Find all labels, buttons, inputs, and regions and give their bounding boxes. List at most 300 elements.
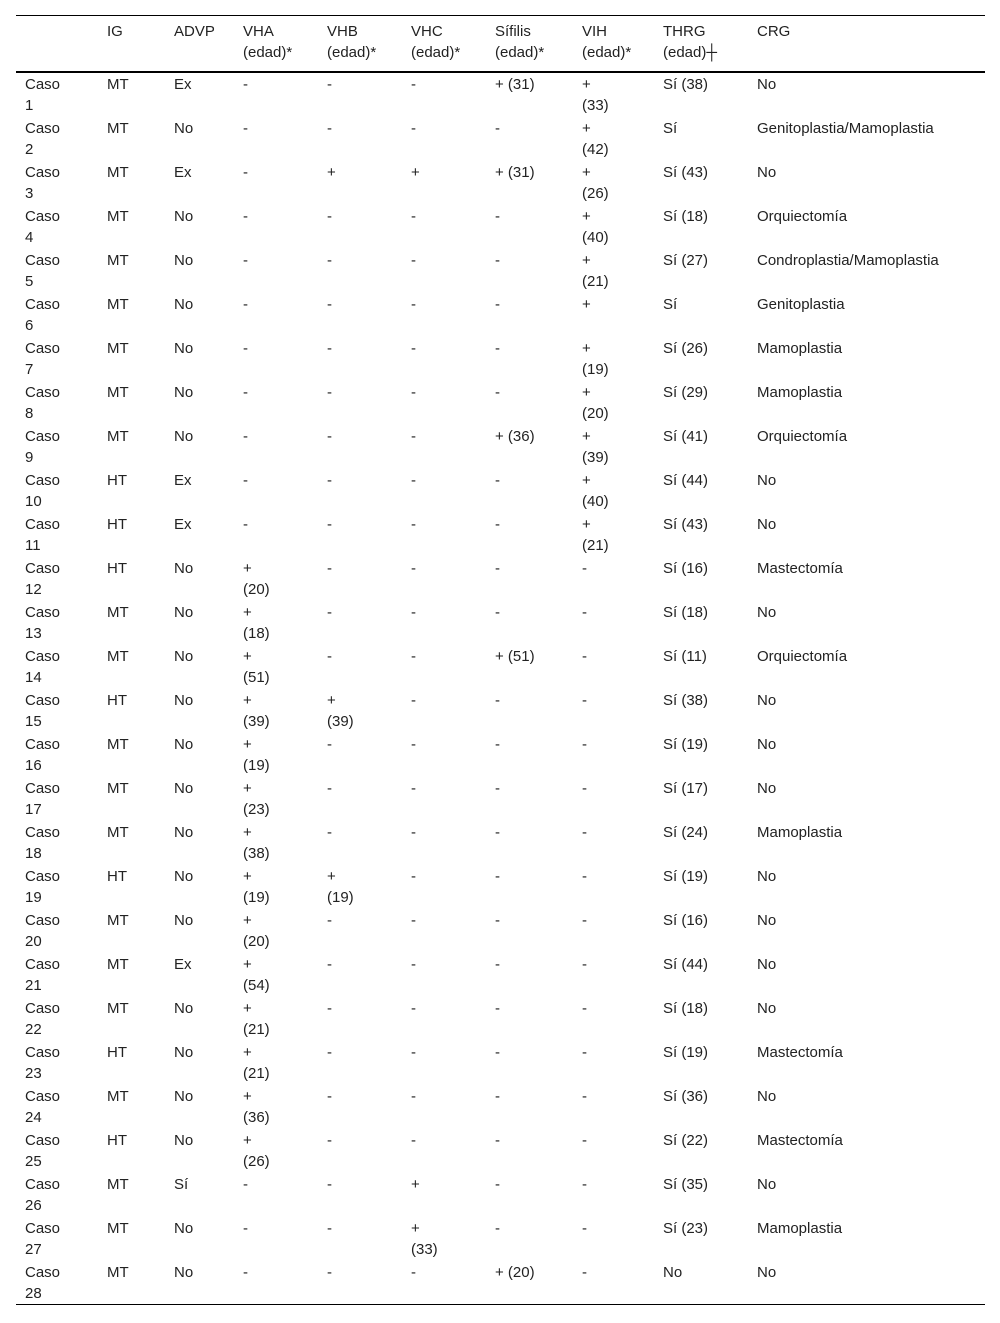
cell-vih <box>573 556 654 600</box>
cell-vhc <box>402 1260 486 1305</box>
cell-crg <box>748 688 985 732</box>
cell-text: 23 <box>25 1065 42 1082</box>
table-body <box>16 72 985 1305</box>
cell-vhc <box>402 1040 486 1084</box>
cell-text: MT <box>107 296 129 313</box>
cell-text: 11 <box>25 537 41 554</box>
cell-text: MT <box>107 780 129 797</box>
cell-text: - <box>411 252 416 269</box>
cell-case <box>16 776 98 820</box>
cell-case <box>16 1216 98 1260</box>
cell-text: Orquiectomía <box>757 428 848 445</box>
cell-sifilis <box>486 1040 573 1084</box>
table-row <box>16 556 985 600</box>
cell-text: No <box>757 780 777 797</box>
cell-text: 7 <box>25 361 34 378</box>
cell-vih <box>573 160 654 204</box>
cell-text: No <box>174 736 194 753</box>
cell-text: Ex <box>174 516 192 533</box>
cell-vhc <box>402 732 486 776</box>
column-header-text: IG <box>107 23 123 40</box>
cell-vih <box>573 1084 654 1128</box>
cell-text: Caso <box>25 692 61 709</box>
cell-sifilis <box>486 908 573 952</box>
cell-text: - <box>411 472 416 489</box>
column-header-text: (edad)* <box>243 44 293 61</box>
cell-text: + <box>411 1220 420 1237</box>
cell-text: Caso <box>25 120 61 137</box>
cell-text: - <box>495 1220 500 1237</box>
cell-thrg <box>654 556 748 600</box>
cell-text: Caso <box>25 780 61 797</box>
cell-text: Sí (38) <box>663 692 709 709</box>
cell-text: Caso <box>25 560 61 577</box>
cell-sifilis <box>486 1260 573 1305</box>
cell-text: Sí (43) <box>663 516 709 533</box>
cell-case <box>16 512 98 556</box>
cell-text: Caso <box>25 1220 61 1237</box>
cell-text: MT <box>107 736 129 753</box>
cell-thrg <box>654 644 748 688</box>
table-row <box>16 336 985 380</box>
cell-case <box>16 380 98 424</box>
cell-crg <box>748 820 985 864</box>
cell-text: - <box>327 1000 332 1017</box>
cell-crg <box>748 292 985 336</box>
cell-text: Mamoplastia <box>757 340 843 357</box>
cell-text: - <box>327 472 332 489</box>
cell-ig <box>98 1040 165 1084</box>
cell-ig <box>98 556 165 600</box>
cell-text: - <box>582 1044 587 1061</box>
cell-text: - <box>243 472 248 489</box>
cell-text: - <box>327 604 332 621</box>
data-table-container <box>16 15 985 1305</box>
cell-text: 22 <box>25 1021 42 1038</box>
cell-vha <box>234 424 318 468</box>
cell-text: (18) <box>243 625 270 642</box>
cell-text: (40) <box>582 493 609 510</box>
cell-text: Caso <box>25 516 61 533</box>
cell-crg <box>748 1172 985 1216</box>
cell-vhc <box>402 996 486 1040</box>
cell-advp <box>165 908 234 952</box>
cell-advp <box>165 380 234 424</box>
column-header-text: Sífilis <box>495 23 531 40</box>
cell-case <box>16 952 98 996</box>
cell-text: - <box>495 912 500 929</box>
cell-thrg <box>654 820 748 864</box>
cell-text: Caso <box>25 1088 61 1105</box>
cell-crg <box>748 380 985 424</box>
cell-ig <box>98 688 165 732</box>
table-row <box>16 1172 985 1216</box>
cell-text: MT <box>107 956 129 973</box>
cell-text: - <box>411 912 416 929</box>
cell-crg <box>748 952 985 996</box>
cell-text: - <box>582 1088 587 1105</box>
cell-text: Sí (19) <box>663 868 709 885</box>
cell-vha <box>234 600 318 644</box>
cell-text: Genitoplastia <box>757 296 845 313</box>
cell-advp <box>165 556 234 600</box>
cell-advp <box>165 1216 234 1260</box>
cell-text: Sí (41) <box>663 428 709 445</box>
cell-thrg <box>654 776 748 820</box>
cell-text: + <box>327 692 336 709</box>
cell-text: + <box>243 956 252 973</box>
cell-thrg <box>654 204 748 248</box>
cell-text: No <box>174 1132 194 1149</box>
cell-sifilis <box>486 424 573 468</box>
cell-ig <box>98 116 165 160</box>
cell-text: - <box>411 1264 416 1281</box>
cell-text: (38) <box>243 845 270 862</box>
cell-text: 3 <box>25 185 34 202</box>
cell-text: Caso <box>25 1176 61 1193</box>
cell-case <box>16 1260 98 1305</box>
cell-thrg <box>654 116 748 160</box>
cell-ig <box>98 424 165 468</box>
cell-case <box>16 248 98 292</box>
cell-vha <box>234 996 318 1040</box>
cell-vhc <box>402 380 486 424</box>
cell-sifilis <box>486 116 573 160</box>
table-row <box>16 820 985 864</box>
cell-vhc <box>402 512 486 556</box>
cell-text: - <box>411 120 416 137</box>
cell-text: MT <box>107 824 129 841</box>
cell-case <box>16 336 98 380</box>
cell-case <box>16 688 98 732</box>
column-header-text: (edad)* <box>582 44 632 61</box>
cell-text: HT <box>107 472 127 489</box>
cell-text: No <box>757 1088 777 1105</box>
cell-text: Caso <box>25 76 61 93</box>
cell-crg <box>748 248 985 292</box>
cell-text: - <box>327 1220 332 1237</box>
cell-text: - <box>327 1132 332 1149</box>
cell-text: - <box>411 516 416 533</box>
cell-crg <box>748 468 985 512</box>
column-header-text: VHC <box>411 23 443 40</box>
cell-text: No <box>663 1264 683 1281</box>
table-row <box>16 952 985 996</box>
cell-case <box>16 732 98 776</box>
cell-sifilis <box>486 952 573 996</box>
cell-text: Mamoplastia <box>757 384 843 401</box>
cases-table <box>16 15 985 1305</box>
cell-crg <box>748 996 985 1040</box>
cell-case <box>16 72 98 116</box>
cell-text: 5 <box>25 273 34 290</box>
cell-text: - <box>411 1132 416 1149</box>
cell-crg <box>748 1040 985 1084</box>
cell-ig <box>98 160 165 204</box>
cell-vih <box>573 864 654 908</box>
cell-text: Sí (16) <box>663 912 709 929</box>
cell-text: (20) <box>243 581 270 598</box>
cell-text: - <box>327 824 332 841</box>
table-row <box>16 1040 985 1084</box>
cell-sifilis <box>486 204 573 248</box>
cell-vhc <box>402 600 486 644</box>
cell-text: MT <box>107 428 129 445</box>
table-row <box>16 996 985 1040</box>
cell-vhc <box>402 952 486 996</box>
cell-text: No <box>174 120 194 137</box>
cell-text: Ex <box>174 164 192 181</box>
cell-vhc <box>402 1128 486 1172</box>
cell-text: + <box>243 1000 252 1017</box>
cell-advp <box>165 204 234 248</box>
cell-text: + (20) <box>495 1264 535 1281</box>
cell-ig <box>98 204 165 248</box>
cell-vhb <box>318 644 402 688</box>
cell-text: - <box>495 1132 500 1149</box>
column-header-text: VHB <box>327 23 358 40</box>
cell-sifilis <box>486 1172 573 1216</box>
cell-crg <box>748 116 985 160</box>
cell-vih <box>573 72 654 116</box>
cell-vhb <box>318 336 402 380</box>
cell-text: + <box>411 164 420 181</box>
cell-text: - <box>411 296 416 313</box>
table-row <box>16 1084 985 1128</box>
cell-vih <box>573 776 654 820</box>
cell-vhb <box>318 72 402 116</box>
cell-text: MT <box>107 912 129 929</box>
cell-text: - <box>495 692 500 709</box>
cell-text: No <box>757 736 777 753</box>
cell-text: 24 <box>25 1109 42 1126</box>
cell-vhb <box>318 380 402 424</box>
cell-text: + <box>243 736 252 753</box>
cell-ig <box>98 820 165 864</box>
cell-vha <box>234 160 318 204</box>
cell-text: - <box>243 76 248 93</box>
cell-text: MT <box>107 1000 129 1017</box>
cell-vha <box>234 116 318 160</box>
cell-thrg <box>654 1128 748 1172</box>
cell-text: (23) <box>243 801 270 818</box>
cell-text: MT <box>107 604 129 621</box>
cell-vhb <box>318 424 402 468</box>
cell-text: + <box>411 1176 420 1193</box>
cell-text: - <box>411 340 416 357</box>
cell-text: - <box>327 428 332 445</box>
cell-crg <box>748 1260 985 1305</box>
cell-vha <box>234 1260 318 1305</box>
table-row <box>16 688 985 732</box>
cell-sifilis <box>486 732 573 776</box>
cell-vha <box>234 952 318 996</box>
cell-text: + <box>243 780 252 797</box>
cell-text: Sí (36) <box>663 1088 709 1105</box>
cell-text: - <box>243 296 248 313</box>
cell-advp <box>165 160 234 204</box>
cell-text: - <box>495 1044 500 1061</box>
cell-thrg <box>654 864 748 908</box>
cell-text: + <box>582 76 591 93</box>
cell-text: Sí (23) <box>663 1220 709 1237</box>
cell-text: Sí <box>663 120 678 137</box>
cell-vha <box>234 380 318 424</box>
cell-text: No <box>174 648 194 665</box>
cell-thrg <box>654 248 748 292</box>
cell-ig <box>98 644 165 688</box>
cell-text: - <box>582 604 587 621</box>
cell-text: - <box>411 736 416 753</box>
cell-text: Caso <box>25 868 61 885</box>
cell-text: 28 <box>25 1285 42 1302</box>
cell-vhb <box>318 776 402 820</box>
cell-vhc <box>402 160 486 204</box>
cell-text: (21) <box>243 1021 270 1038</box>
cell-text: MT <box>107 1264 129 1281</box>
cell-ig <box>98 952 165 996</box>
table-row <box>16 732 985 776</box>
cell-text: No <box>757 956 777 973</box>
cell-text: 25 <box>25 1153 42 1170</box>
cell-thrg <box>654 688 748 732</box>
cell-vhb <box>318 688 402 732</box>
cell-vih <box>573 468 654 512</box>
cell-text: - <box>495 120 500 137</box>
cell-text: Caso <box>25 1000 61 1017</box>
cell-text: (19) <box>327 889 354 906</box>
cell-ig <box>98 996 165 1040</box>
column-header-text: (edad)* <box>411 44 461 61</box>
cell-crg <box>748 424 985 468</box>
cell-text: - <box>495 824 500 841</box>
cell-text: + <box>243 648 252 665</box>
cell-text: (19) <box>243 757 270 774</box>
cell-text: (54) <box>243 977 270 994</box>
cell-text: - <box>582 560 587 577</box>
cell-thrg <box>654 380 748 424</box>
cell-text: - <box>495 868 500 885</box>
cell-vhb <box>318 1172 402 1216</box>
cell-text: + <box>243 912 252 929</box>
cell-text: No <box>174 1264 194 1281</box>
cell-text: MT <box>107 340 129 357</box>
column-header-text: VIH <box>582 23 608 40</box>
column-header-text: (edad)* <box>495 44 545 61</box>
cell-text: - <box>327 736 332 753</box>
cell-advp <box>165 600 234 644</box>
cell-vhc <box>402 908 486 952</box>
cell-vhb <box>318 204 402 248</box>
cell-text: No <box>757 868 777 885</box>
cell-vhb <box>318 996 402 1040</box>
cell-vih <box>573 380 654 424</box>
cell-text: No <box>174 560 194 577</box>
cell-vha <box>234 776 318 820</box>
cell-text: Caso <box>25 736 61 753</box>
cell-vhb <box>318 292 402 336</box>
cell-text: No <box>757 692 777 709</box>
cell-text: Sí (44) <box>663 956 709 973</box>
cell-vih <box>573 1040 654 1084</box>
cell-text: Sí (27) <box>663 252 709 269</box>
cell-text: No <box>757 516 777 533</box>
cell-vih <box>573 1260 654 1305</box>
cell-text: - <box>495 340 500 357</box>
cell-text: Sí (26) <box>663 340 709 357</box>
cell-text: Sí (43) <box>663 164 709 181</box>
cell-vih <box>573 600 654 644</box>
cell-text: No <box>174 384 194 401</box>
column-header-vhb <box>318 16 402 73</box>
cell-ig <box>98 72 165 116</box>
cell-vih <box>573 952 654 996</box>
cell-advp <box>165 732 234 776</box>
cell-text: No <box>174 1220 194 1237</box>
cell-text: - <box>582 956 587 973</box>
cell-sifilis <box>486 468 573 512</box>
cell-vih <box>573 336 654 380</box>
column-header-vhc <box>402 16 486 73</box>
cell-vhb <box>318 1260 402 1305</box>
cell-text: - <box>582 648 587 665</box>
cell-thrg <box>654 1260 748 1305</box>
cell-text: No <box>174 868 194 885</box>
cell-text: HT <box>107 1132 127 1149</box>
cell-text: + <box>327 164 336 181</box>
cell-text: - <box>411 692 416 709</box>
column-header-advp <box>165 16 234 73</box>
cell-text: Condroplastia/Mamoplastia <box>757 252 939 269</box>
cell-thrg <box>654 952 748 996</box>
cell-vih <box>573 424 654 468</box>
cell-text: Caso <box>25 340 61 357</box>
cell-crg <box>748 908 985 952</box>
cell-text: + (31) <box>495 76 535 93</box>
cell-text: 17 <box>25 801 42 818</box>
cell-text: 15 <box>25 713 42 730</box>
cell-text: No <box>174 208 194 225</box>
column-header-thrg <box>654 16 748 73</box>
table-row <box>16 248 985 292</box>
cell-text: - <box>411 1088 416 1105</box>
cell-text: - <box>582 736 587 753</box>
cell-text: Sí (29) <box>663 384 709 401</box>
cell-text: Ex <box>174 956 192 973</box>
cell-text: - <box>243 1264 248 1281</box>
cell-text: - <box>243 164 248 181</box>
cell-vhc <box>402 688 486 732</box>
cell-thrg <box>654 512 748 556</box>
cell-vhb <box>318 1040 402 1084</box>
table-row <box>16 512 985 556</box>
cell-text: - <box>327 76 332 93</box>
cell-vih <box>573 1128 654 1172</box>
cell-text: 6 <box>25 317 34 334</box>
cell-vha <box>234 248 318 292</box>
cell-vih <box>573 908 654 952</box>
cell-text: - <box>495 1000 500 1017</box>
cell-text: - <box>327 120 332 137</box>
cell-text: Sí (35) <box>663 1176 709 1193</box>
cell-vhb <box>318 248 402 292</box>
cell-text: - <box>495 604 500 621</box>
cell-text: (40) <box>582 229 609 246</box>
cell-vih <box>573 248 654 292</box>
cell-vha <box>234 336 318 380</box>
cell-text: (20) <box>582 405 609 422</box>
cell-text: Caso <box>25 296 61 313</box>
